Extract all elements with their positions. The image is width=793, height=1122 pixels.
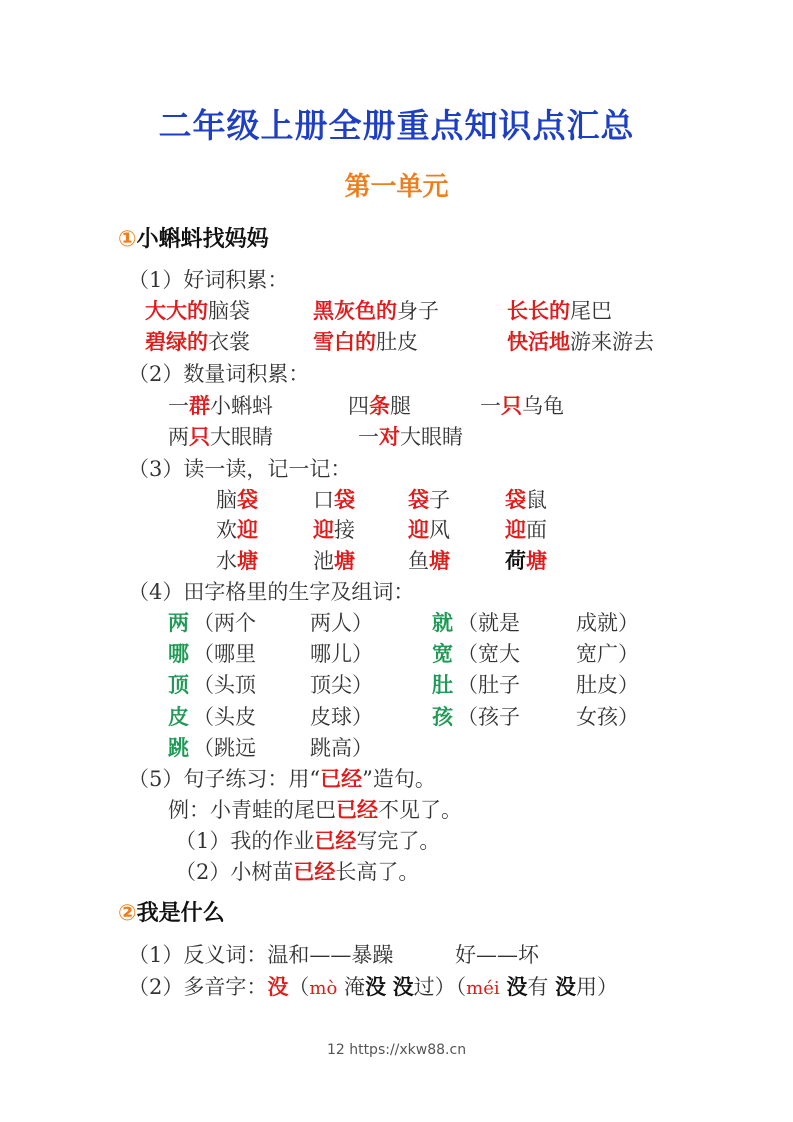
- text: （孩子: [457, 705, 520, 729]
- text-cell: [505, 515, 547, 545]
- text: 接: [334, 518, 355, 542]
- lesson-heading-2: [118, 899, 225, 929]
- highlighted-text: 群: [189, 394, 210, 418]
- text-cell: [507, 296, 612, 326]
- highlighted-text: 肚: [432, 673, 453, 697]
- text: 写完了。: [356, 829, 441, 853]
- text: 身子: [397, 299, 439, 323]
- text-cell: [408, 485, 450, 515]
- text: 有: [527, 975, 556, 999]
- text-cell: [313, 485, 355, 515]
- text-cell: [313, 327, 418, 357]
- text: 大眼睛: [210, 425, 273, 449]
- highlighted-text: 迎: [237, 518, 258, 542]
- page-footer: 12 https://xkw88.cn: [326, 1042, 467, 1058]
- text: （哪里: [193, 642, 256, 666]
- text: 鼠: [526, 488, 547, 512]
- text-cell: [145, 296, 250, 326]
- text: 风: [429, 518, 450, 542]
- pinyin: mò: [309, 978, 338, 999]
- text-cell: [145, 327, 250, 357]
- text: （2）数量词积累：: [128, 362, 310, 386]
- highlighted-text: 已经: [293, 860, 336, 884]
- text-cell: [310, 670, 373, 700]
- text: 两: [168, 425, 189, 449]
- highlighted-text: 已经: [336, 798, 378, 822]
- text-cell: [432, 670, 453, 700]
- text-cell: [168, 795, 462, 825]
- highlighted-text: 皮: [168, 705, 189, 729]
- highlighted-text: 塘: [526, 549, 547, 573]
- text-cell: [505, 546, 547, 576]
- text: （2）小树苗: [175, 860, 294, 884]
- text: 面: [526, 518, 547, 542]
- text-cell: [216, 546, 258, 576]
- text: （头皮: [193, 705, 256, 729]
- text-cell: [310, 733, 373, 763]
- text-cell: [348, 391, 411, 421]
- text-cell: [128, 972, 618, 1004]
- text: 腿: [390, 394, 411, 418]
- text-cell: [313, 296, 439, 326]
- text-cell: [313, 515, 355, 545]
- highlighted-text: 没: [364, 975, 386, 999]
- text-cell: [507, 327, 654, 357]
- text: 例：小青蛙的尾巴: [168, 798, 336, 822]
- text-cell: [216, 515, 258, 545]
- text: 一: [480, 394, 501, 418]
- highlighted-text: 孩: [432, 705, 453, 729]
- text-cell: [128, 359, 309, 389]
- text-cell: [193, 608, 256, 638]
- text-cell: [432, 702, 453, 732]
- text: 皮球）: [310, 705, 373, 729]
- highlighted-text: 没: [555, 975, 577, 999]
- text-cell: [168, 670, 189, 700]
- circled-number-1: ①: [118, 227, 137, 252]
- highlighted-text: 袋: [237, 488, 258, 512]
- text: 一: [358, 425, 379, 449]
- text: 哪儿）: [310, 642, 373, 666]
- text: 脑袋: [208, 299, 250, 323]
- unit-heading: 第一单元: [344, 172, 449, 202]
- highlighted-text: 哪: [168, 642, 189, 666]
- text: 过）（: [413, 975, 467, 999]
- text-cell: [193, 670, 256, 700]
- text-cell: [408, 546, 450, 576]
- text: （就是: [457, 611, 520, 635]
- text: 不见了。: [378, 798, 462, 822]
- highlighted-text: 塘: [334, 549, 355, 573]
- lesson-title: 小蝌蚪找妈妈: [136, 227, 269, 252]
- text: （两个: [193, 611, 256, 635]
- text-cell: [457, 608, 520, 638]
- text: 长高了。: [335, 860, 420, 884]
- text: 成就）: [576, 611, 639, 635]
- text: 尾巴: [570, 299, 612, 323]
- text: ”造句。: [362, 767, 436, 791]
- text: （头顶: [193, 673, 256, 697]
- highlighted-text: 顶: [168, 673, 189, 697]
- highlighted-text: 就: [432, 611, 453, 635]
- text-cell: [168, 733, 189, 763]
- text-cell: [576, 670, 639, 700]
- text: （宽大: [457, 642, 520, 666]
- text-cell: [193, 733, 256, 763]
- text: 大眼睛: [400, 425, 463, 449]
- text-cell: [313, 546, 355, 576]
- highlighted-text: 快活地: [507, 330, 570, 354]
- highlighted-text: 迎: [408, 518, 429, 542]
- text-cell: [408, 515, 450, 545]
- text: 淹: [337, 975, 365, 999]
- highlighted-text: 没: [506, 975, 528, 999]
- text-cell: [432, 608, 453, 638]
- text-cell: [455, 940, 539, 970]
- text-cell: [432, 639, 453, 669]
- text-cell: [480, 391, 564, 421]
- text: 肚皮: [376, 330, 418, 354]
- text-cell: [168, 702, 189, 732]
- highlighted-text: 迎: [505, 518, 526, 542]
- text: 用）: [576, 975, 619, 999]
- highlighted-text: 塘: [237, 549, 258, 573]
- text-cell: [128, 265, 288, 295]
- text: 顶尖）: [310, 673, 373, 697]
- text: 四: [348, 394, 369, 418]
- text: （2）多音字：: [128, 975, 268, 999]
- text: 子: [429, 488, 450, 512]
- highlighted-text: 长长的: [507, 299, 570, 323]
- text: 小蝌蚪: [210, 394, 273, 418]
- text-cell: [457, 670, 520, 700]
- highlighted-text: 迎: [313, 518, 334, 542]
- text-cell: [457, 639, 520, 669]
- highlighted-text: 没: [267, 975, 289, 999]
- text: 肚皮）: [576, 673, 639, 697]
- text: 两人）: [310, 611, 373, 635]
- text-cell: [193, 702, 256, 732]
- text-cell: [128, 454, 351, 484]
- highlighted-text: 袋: [334, 488, 355, 512]
- highlighted-text: 已经: [314, 829, 357, 853]
- text-cell: [216, 485, 258, 515]
- highlighted-text: 两: [168, 611, 189, 635]
- highlighted-text: 对: [379, 425, 400, 449]
- text: 池: [313, 549, 334, 573]
- text-cell: [128, 577, 414, 607]
- text: 衣裳: [208, 330, 250, 354]
- text-cell: [168, 608, 189, 638]
- text: （1）反义词：温和——暴躁: [128, 943, 394, 967]
- highlighted-text: 碧绿的: [145, 330, 208, 354]
- text-cell: [128, 764, 436, 794]
- highlighted-text: 只: [501, 394, 522, 418]
- text: [386, 975, 393, 999]
- text-cell: [505, 485, 547, 515]
- text: 鱼: [408, 549, 429, 573]
- text-cell: [310, 639, 373, 669]
- lesson-heading-1: [118, 225, 269, 255]
- text: 脑: [216, 488, 237, 512]
- text-cell: [576, 702, 639, 732]
- text-cell: [576, 608, 639, 638]
- text: （跳远: [193, 736, 256, 760]
- text: （: [288, 975, 310, 999]
- text-cell: [310, 608, 373, 638]
- highlighted-text: 雪白的: [313, 330, 376, 354]
- text: （3）读一读，记一记：: [128, 457, 352, 481]
- circled-number-2: ②: [118, 901, 137, 926]
- highlighted-text: 只: [189, 425, 210, 449]
- text: 欢: [216, 518, 237, 542]
- text: 游来游去: [570, 330, 654, 354]
- highlighted-text: 黑灰色的: [313, 299, 397, 323]
- text-cell: [128, 940, 393, 970]
- text-cell: [310, 702, 373, 732]
- highlighted-text: 塘: [429, 549, 450, 573]
- highlighted-text: 条: [369, 394, 390, 418]
- highlighted-text: 袋: [408, 488, 429, 512]
- text: （5）句子练习：用“: [128, 767, 321, 791]
- highlighted-text: 跳: [168, 736, 189, 760]
- text: 好——坏: [455, 943, 539, 967]
- text-cell: [168, 639, 189, 669]
- text: 乌龟: [522, 394, 564, 418]
- text: （肚子: [457, 673, 520, 697]
- text: 女孩）: [576, 705, 639, 729]
- text-cell: [175, 857, 419, 887]
- highlighted-text: 荷: [505, 549, 526, 573]
- text-cell: [193, 639, 256, 669]
- highlighted-text: 没: [392, 975, 414, 999]
- text: （1）好词积累：: [128, 268, 289, 292]
- text: 跳高）: [310, 736, 373, 760]
- text-cell: [457, 702, 520, 732]
- page-title: 二年级上册全册重点知识点汇总: [158, 106, 635, 145]
- text: 宽广）: [576, 642, 639, 666]
- text-cell: [168, 422, 273, 452]
- text-cell: [358, 422, 463, 452]
- highlighted-text: 已经: [320, 767, 363, 791]
- highlighted-text: 袋: [505, 488, 526, 512]
- text: （4）田字格里的生字及组词：: [128, 580, 415, 604]
- lesson-title: 我是什么: [136, 901, 225, 926]
- text: （1）我的作业: [175, 829, 315, 853]
- highlighted-text: 宽: [432, 642, 453, 666]
- text: 水: [216, 549, 237, 573]
- text: 一: [168, 394, 189, 418]
- pinyin: méi: [466, 978, 500, 999]
- text: 口: [313, 488, 334, 512]
- text-cell: [576, 639, 639, 669]
- text-cell: [168, 391, 273, 421]
- highlighted-text: 大大的: [145, 299, 208, 323]
- text-cell: [175, 826, 440, 856]
